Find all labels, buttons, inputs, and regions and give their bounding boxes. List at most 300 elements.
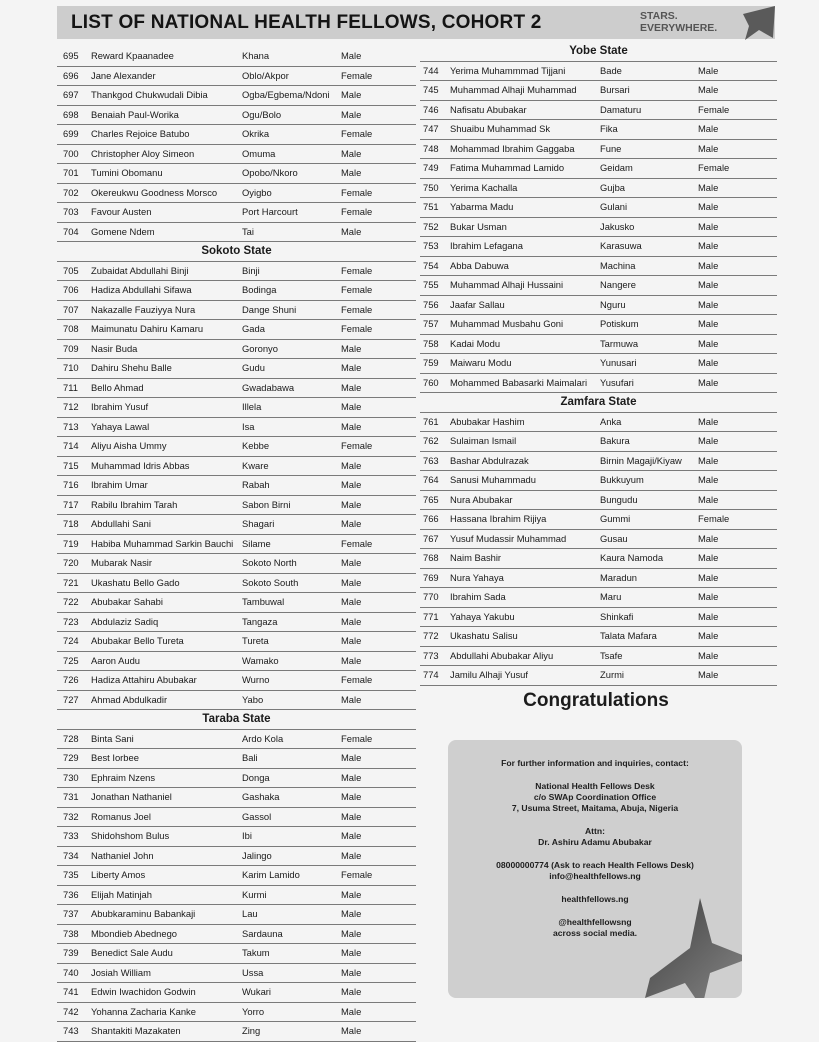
fellow-lga: Fika	[600, 123, 618, 134]
table-row	[57, 184, 416, 204]
fellow-gender: Male	[341, 498, 362, 510]
fellow-gender: Male	[341, 654, 362, 666]
table-row	[57, 359, 416, 379]
table-row	[420, 120, 777, 140]
table-row	[57, 457, 416, 477]
fellow-name: Yahaya Yakubu	[450, 610, 515, 622]
fellow-gender: Female	[341, 206, 373, 217]
fellow-gender: Male	[341, 888, 362, 900]
table-row	[57, 749, 416, 769]
fellow-gender: Male	[698, 279, 719, 290]
fellow-lga: Talata Mafara	[600, 630, 657, 641]
fellow-gender: Male	[341, 557, 362, 568]
fellow-gender: Male	[698, 318, 719, 329]
fellow-number: 766	[423, 513, 439, 524]
fellow-lga: Silame	[242, 537, 271, 549]
fellow-lga: Isa	[242, 420, 255, 432]
fellow-number: 758	[423, 337, 439, 349]
table-row	[57, 340, 416, 360]
fellow-name: Yerima Kachalla	[450, 181, 518, 193]
table-row	[420, 198, 777, 218]
fellow-lga: Wurno	[242, 674, 270, 685]
fellow-number: 701	[63, 167, 79, 178]
fellow-name: Shantakiti Mazakaten	[91, 1025, 181, 1036]
fellow-name: Mohammad Ibrahim Gaggaba	[450, 142, 575, 154]
fellow-name: Muhammad Alhaji Muhammad	[450, 84, 577, 95]
fellow-lga: Yusufari	[600, 376, 634, 388]
fellow-gender: Male	[341, 459, 362, 471]
fellow-gender: Male	[341, 986, 362, 997]
state-section-title: Sokoto State	[57, 242, 416, 262]
fellow-number: 735	[63, 869, 79, 880]
fellow-name: Maimunatu Dahiru Kamaru	[91, 323, 204, 334]
table-row	[57, 730, 416, 750]
fellow-gender: Male	[341, 576, 362, 588]
table-row	[57, 125, 416, 145]
fellow-lga: Yorro	[242, 1005, 265, 1017]
table-row	[57, 398, 416, 418]
fellow-name: Benaiah Paul-Worika	[91, 108, 179, 120]
fellow-gender: Female	[341, 303, 373, 315]
fellow-number: 774	[423, 669, 439, 680]
fellow-lga: Kware	[242, 459, 269, 471]
fellow-gender: Male	[698, 415, 719, 427]
fellow-name: Nafisatu Abubakar	[450, 103, 527, 115]
table-row	[57, 437, 416, 457]
fellow-gender: Male	[698, 123, 719, 134]
fellow-number: 716	[63, 479, 79, 490]
tagline-line-1: STARS.	[640, 10, 678, 22]
contact-intro: For further information and inquiries, contact:	[501, 758, 689, 768]
table-row	[57, 944, 416, 964]
fellow-gender: Male	[698, 591, 719, 602]
fellow-lga: Tarmuwa	[600, 337, 639, 349]
table-row	[57, 554, 416, 574]
fellow-name: Yerima Muhammmad Tijjani	[450, 64, 566, 76]
fellow-name: Gomene Ndem	[91, 225, 155, 237]
fellow-gender: Male	[698, 649, 719, 661]
fellow-lga: Maru	[600, 591, 622, 602]
table-row	[420, 276, 777, 296]
contact-social-note: across social media.	[552, 928, 638, 938]
fellow-name: Yusuf Mudassir Muhammad	[450, 532, 567, 544]
fellow-gender: Male	[341, 615, 362, 627]
fellow-name: Bashar Abdulrazak	[450, 454, 529, 466]
table-row	[420, 413, 777, 433]
fellow-number: 751	[423, 201, 439, 212]
fellow-name: Bello Ahmad	[91, 381, 144, 393]
fellow-name: Abubakar Bello Tureta	[91, 635, 184, 646]
fellow-lga: Nguru	[600, 298, 626, 310]
fellow-name: Abubakar Hashim	[450, 415, 525, 427]
table-row	[57, 788, 416, 808]
fellow-number: 695	[63, 50, 79, 61]
fellow-name: Sulaiman Ismail	[450, 435, 517, 446]
table-row	[57, 847, 416, 867]
fellow-name: Muhammad Idris Abbas	[91, 459, 190, 471]
fellow-lga: Karasuwa	[600, 240, 642, 251]
fellow-number: 743	[63, 1025, 79, 1036]
fellow-number: 753	[423, 240, 439, 251]
fellow-name: Mohammed Babasarki Maimalari	[450, 376, 588, 388]
fellow-gender: Male	[698, 357, 719, 368]
fellow-lga: Sabon Birni	[242, 498, 291, 510]
fellow-name: Ibrahim Yusuf	[91, 401, 149, 412]
fellow-lga: Gassol	[242, 810, 272, 822]
fellow-lga: Lau	[242, 908, 258, 919]
table-row	[420, 432, 777, 452]
fellow-name: Sanusi Muhammadu	[450, 474, 536, 485]
contact-social-handle[interactable]: @healthfellowsng	[558, 917, 632, 927]
fellow-gender: Male	[341, 927, 362, 939]
contact-info	[448, 758, 742, 939]
table-row	[57, 67, 416, 87]
table-row	[57, 769, 416, 789]
fellow-number: 722	[63, 596, 79, 607]
fellow-gender: Male	[341, 947, 362, 958]
fellow-gender: Male	[341, 810, 362, 822]
fellow-name: Ibrahim Sada	[450, 591, 506, 602]
fellow-name: Abba Dabuwa	[450, 259, 509, 271]
table-row	[57, 496, 416, 516]
state-section-title: Yobe State	[420, 42, 777, 62]
fellow-number: 696	[63, 69, 79, 81]
fellow-name: Nathaniel John	[91, 849, 154, 861]
fellow-number: 740	[63, 966, 79, 978]
fellow-gender: Female	[698, 103, 730, 115]
fellow-gender: Male	[341, 89, 362, 100]
table-row	[420, 452, 777, 472]
fellow-gender: Male	[698, 435, 719, 446]
fellow-gender: Male	[341, 771, 362, 783]
table-row	[57, 106, 416, 126]
fellow-lga: Oblo/Akpor	[242, 69, 289, 81]
fellow-name: Romanus Joel	[91, 810, 151, 822]
fellow-name: Nura Yahaya	[450, 571, 504, 583]
fellow-number: 723	[63, 615, 79, 627]
fellow-gender: Female	[341, 186, 373, 198]
table-row	[420, 530, 777, 550]
fellow-lga: Tai	[242, 225, 254, 237]
fellow-number: 750	[423, 181, 439, 193]
fellow-lga: Fune	[600, 142, 622, 154]
fellow-gender: Male	[341, 108, 362, 120]
fellow-gender: Male	[698, 532, 719, 544]
table-row	[420, 549, 777, 569]
fellow-number: 732	[63, 810, 79, 822]
fellow-number: 738	[63, 927, 79, 939]
table-row	[420, 666, 777, 686]
fellow-gender: Male	[698, 669, 719, 680]
fellow-number: 754	[423, 259, 439, 271]
fellow-name: Abubakar Sahabi	[91, 596, 163, 607]
fellow-name: Binta Sani	[91, 732, 134, 744]
fellow-gender: Female	[341, 537, 373, 549]
fellow-name: Yohanna Zacharia Kanke	[91, 1005, 196, 1017]
contact-website[interactable]: healthfellows.ng	[561, 894, 629, 904]
fellow-number: 736	[63, 888, 79, 900]
table-row	[420, 101, 777, 121]
table-row	[57, 164, 416, 184]
fellow-number: 707	[63, 303, 79, 315]
fellow-name: Edwin Iwachidon Godwin	[91, 986, 196, 997]
fellow-lga: Zing	[242, 1025, 261, 1036]
table-row	[420, 374, 777, 394]
fellow-lga: Tambuwal	[242, 596, 285, 607]
contact-office: c/o SWAp Coordination Office	[533, 792, 657, 802]
fellow-lga: Binji	[242, 264, 260, 276]
fellow-number: 752	[423, 220, 439, 232]
fellow-lga: Bakura	[600, 435, 630, 446]
table-row	[420, 140, 777, 160]
fellow-number: 697	[63, 89, 79, 100]
fellow-lga: Kebbe	[242, 440, 270, 451]
table-row	[420, 510, 777, 530]
fellow-lga: Rabah	[242, 479, 270, 490]
fellow-gender: Male	[341, 1025, 362, 1036]
fellow-lga: Gwadabawa	[242, 381, 295, 393]
fellow-number: 767	[423, 532, 439, 544]
state-section-title: Zamfara State	[420, 393, 777, 413]
fellow-number: 705	[63, 264, 79, 276]
fellow-gender: Male	[341, 752, 362, 763]
fellow-number: 730	[63, 771, 79, 783]
fellow-name: Benedict Sale Audu	[91, 947, 173, 958]
table-row	[57, 262, 416, 282]
fellow-number: 745	[423, 84, 439, 95]
fellow-name: Jane Alexander	[91, 69, 156, 81]
table-row	[57, 379, 416, 399]
fellow-lga: Shinkafi	[600, 610, 634, 622]
fellow-lga: Geidam	[600, 162, 633, 173]
table-row	[57, 827, 416, 847]
table-row	[420, 647, 777, 667]
table-row	[420, 471, 777, 491]
table-row	[57, 203, 416, 223]
fellow-gender: Male	[341, 966, 362, 978]
contact-email[interactable]: info@healthfellows.ng	[549, 871, 641, 881]
right-column	[420, 42, 777, 686]
fellow-name: Abdullahi Abubakar Aliyu	[450, 649, 554, 661]
fellow-lga: Khana	[242, 50, 270, 61]
fellow-number: 742	[63, 1005, 79, 1017]
fellow-name: Ahmad Abdulkadir	[91, 693, 168, 705]
fellow-lga: Gashaka	[242, 791, 280, 802]
fellow-name: Hadiza Attahiru Abubakar	[91, 674, 197, 685]
fellow-number: 698	[63, 108, 79, 120]
fellow-name: Aaron Audu	[91, 654, 140, 666]
fellow-number: 720	[63, 557, 79, 568]
fellow-lga: Sokoto North	[242, 557, 297, 568]
fellow-lga: Ogba/Egbema/Ndoni	[242, 89, 330, 100]
fellow-number: 746	[423, 103, 439, 115]
fellow-name: Okereukwu Goodness Morsco	[91, 186, 218, 198]
table-row	[57, 632, 416, 652]
fellow-number: 704	[63, 225, 79, 237]
table-row	[420, 296, 777, 316]
fellow-lga: Gada	[242, 323, 265, 334]
fellow-number: 721	[63, 576, 79, 588]
fellow-number: 734	[63, 849, 79, 861]
fellow-name: Muhammad Alhaji Hussaini	[450, 279, 564, 290]
table-row	[57, 476, 416, 496]
fellow-lga: Dange Shuni	[242, 303, 297, 315]
fellow-number: 718	[63, 518, 79, 529]
fellow-gender: Male	[698, 337, 719, 349]
table-row	[57, 1003, 416, 1023]
fellow-lga: Takum	[242, 947, 270, 958]
fellow-number: 702	[63, 186, 79, 198]
fellow-number: 733	[63, 830, 79, 841]
fellow-name: Nura Abubakar	[450, 493, 513, 505]
fellow-number: 713	[63, 420, 79, 432]
fellow-name: Muhammad Musbahu Goni	[450, 318, 564, 329]
left-column	[57, 47, 416, 1042]
fellow-name: Yahaya Lawal	[91, 420, 150, 432]
fellow-name: Maiwaru Modu	[450, 357, 512, 368]
fellow-number: 706	[63, 284, 79, 295]
table-row	[420, 257, 777, 277]
contact-address: 7, Usuma Street, Maitama, Abuja, Nigeria	[511, 803, 679, 813]
table-row	[57, 320, 416, 340]
state-section-title: Taraba State	[57, 710, 416, 730]
fellow-name: Liberty Amos	[91, 869, 146, 880]
fellow-gender: Female	[341, 440, 373, 451]
fellow-name: Best Iorbee	[91, 752, 139, 763]
table-row	[420, 159, 777, 179]
fellow-number: 768	[423, 552, 439, 563]
table-row	[57, 86, 416, 106]
fellow-number: 725	[63, 654, 79, 666]
fellow-gender: Male	[698, 201, 719, 212]
fellow-lga: Ardo Kola	[242, 732, 284, 744]
fellow-number: 764	[423, 474, 439, 485]
fellow-name: Shuaibu Muhammad Sk	[450, 123, 551, 134]
table-row	[57, 145, 416, 165]
table-row	[420, 627, 777, 647]
fellow-gender: Male	[341, 225, 362, 237]
table-row	[57, 1022, 416, 1042]
table-row	[57, 301, 416, 321]
fellow-name: Reward Kpaanadee	[91, 50, 174, 61]
fellow-name: Dahiru Shehu Balle	[91, 362, 172, 373]
fellow-lga: Wamako	[242, 654, 279, 666]
fellow-gender: Female	[341, 264, 373, 276]
fellow-number: 719	[63, 537, 79, 549]
tagline-line-2: EVERYWHERE.	[640, 22, 718, 34]
fellow-gender: Male	[341, 635, 362, 646]
fellow-lga: Okrika	[242, 128, 270, 139]
fellow-name: Nakazalle Fauziyya Nura	[91, 303, 196, 315]
fellow-gender: Female	[698, 162, 730, 173]
fellow-gender: Male	[698, 376, 719, 388]
table-row	[420, 81, 777, 101]
fellow-name: Jaafar Sallau	[450, 298, 505, 310]
fellow-lga: Gudu	[242, 362, 265, 373]
contact-phone: 08000000774 (Ask to reach Health Fellows Desk)	[496, 860, 694, 870]
fellow-gender: Female	[698, 513, 730, 524]
table-row	[57, 925, 416, 945]
fellow-gender: Male	[698, 220, 719, 232]
fellow-name: Thankgod Chukwudali Dibia	[91, 89, 208, 100]
fellow-name: Ephraim Nzens	[91, 771, 156, 783]
fellow-number: 772	[423, 630, 439, 641]
fellow-name: Ibrahim Lefagana	[450, 240, 523, 251]
fellow-lga: Sardauna	[242, 927, 283, 939]
table-row	[420, 491, 777, 511]
fellow-name: Rabilu Ibrahim Tarah	[91, 498, 178, 510]
table-row	[420, 354, 777, 374]
table-row	[57, 593, 416, 613]
page-title: LIST OF NATIONAL HEALTH FELLOWS, COHORT 2	[71, 12, 542, 33]
fellow-name: Jamilu Alhaji Yusuf	[450, 669, 528, 680]
fellow-lga: Ogu/Bolo	[242, 108, 282, 120]
fellow-lga: Tsafe	[600, 649, 623, 661]
table-row	[57, 905, 416, 925]
fellow-gender: Male	[341, 147, 362, 159]
fellow-lga: Anka	[600, 415, 622, 427]
fellow-lga: Bukkuyum	[600, 474, 644, 485]
fellow-gender: Male	[341, 693, 362, 705]
fellow-name: Shidohshom Bulus	[91, 830, 170, 841]
fellow-number: 739	[63, 947, 79, 958]
fellow-number: 708	[63, 323, 79, 334]
table-row	[57, 964, 416, 984]
fellow-gender: Female	[341, 869, 373, 880]
fellow-lga: Gujba	[600, 181, 626, 193]
table-row	[57, 983, 416, 1003]
fellow-number: 756	[423, 298, 439, 310]
fellow-gender: Male	[341, 596, 362, 607]
table-row	[57, 613, 416, 633]
fellow-gender: Male	[341, 342, 362, 354]
table-row	[420, 588, 777, 608]
fellow-gender: Male	[698, 298, 719, 310]
fellow-lga: Ibi	[242, 830, 252, 841]
fellow-lga: Yunusari	[600, 357, 637, 368]
fellow-name: Ukashatu Bello Gado	[91, 576, 180, 588]
fellow-gender: Female	[341, 323, 373, 334]
fellow-number: 724	[63, 635, 79, 646]
table-row	[57, 671, 416, 691]
fellow-gender: Female	[341, 128, 373, 139]
table-row	[57, 808, 416, 828]
fellow-number: 728	[63, 732, 79, 744]
fellow-number: 755	[423, 279, 439, 290]
fellow-number: 700	[63, 147, 79, 159]
table-row	[420, 62, 777, 82]
fellow-number: 761	[423, 415, 439, 427]
table-row	[420, 315, 777, 335]
table-row	[420, 237, 777, 257]
fellow-gender: Female	[341, 732, 373, 744]
fellow-number: 729	[63, 752, 79, 763]
fellow-gender: Male	[698, 630, 719, 641]
fellow-gender: Male	[341, 381, 362, 393]
fellow-lga: Birnin Magaji/Kiyaw	[600, 454, 682, 466]
fellow-lga: Jakusko	[600, 220, 635, 232]
fellow-lga: Bade	[600, 64, 622, 76]
fellow-name: Zubaidat Abdullahi Binji	[91, 264, 189, 276]
table-row	[420, 218, 777, 238]
fellow-lga: Gusau	[600, 532, 628, 544]
fellow-lga: Opobo/Nkoro	[242, 167, 298, 178]
fellow-gender: Male	[698, 571, 719, 583]
fellow-gender: Male	[341, 518, 362, 529]
star-logo-icon	[735, 0, 781, 44]
fellow-lga: Oyigbo	[242, 186, 272, 198]
fellow-gender: Male	[341, 908, 362, 919]
